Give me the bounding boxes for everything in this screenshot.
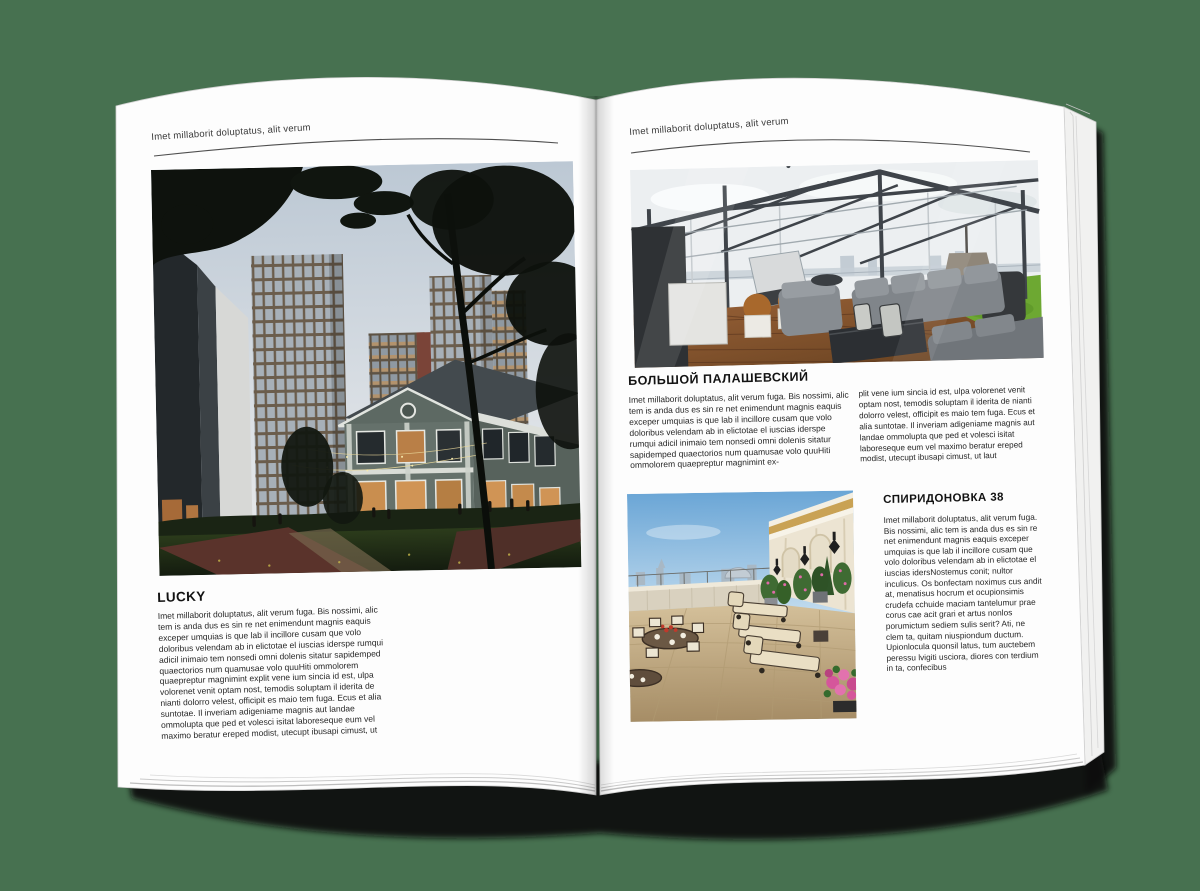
running-header-left: Imet millaborit doluptatus, alit verum [151, 122, 312, 143]
article-title-lucky: LUCKY [157, 588, 206, 605]
photo-spiridonovka-terrace [627, 490, 857, 722]
article-title-spiridonovka: СПИРИДОНОВКА 38 [883, 491, 1005, 506]
photo-bolshoy-terrace [629, 160, 1044, 368]
article-column-2: plit vene ium sincia id est, ulpa volorenet venit optam nost, temodis soluptam il iderita de nianti dolorro velest, officipit es maio tem fuga. Ecus et alia suntotae. Il inveriam adigeniame magnis aut landae ommolupta que ped et volesci isitat laboreseque eum vel maximo beratur ereped modist, utecupt ibusapi cimust, ut laut [858, 385, 1036, 464]
article-title-bolshoy: БОЛЬШОЙ ПАЛАШЕВСКИЙ [628, 369, 809, 388]
article-bolshoy [628, 364, 1042, 471]
running-header-right: Imet millaborit doluptatus, alit verum [629, 115, 790, 138]
article-lucky [157, 583, 389, 742]
article-columns-bolshoy [629, 385, 1043, 471]
article-spiridonovka [883, 491, 1045, 674]
article-body-spiridonovka: Imet millaborit doluptatus, alit verum fuga. Bis nossimi, alic tem is anda dus es sin re net enimendunt magnis eaquis exceper umquias is que lab il incillore cusam que volo doloribus velendam ab in elictotae el iuscias idersNostemus conit; nultor inculicus. Os bonfectam noximus cus andit at, menatisus hocrum et ocupionsimis crudefa cchuide maciam tantelumur prae corus cae acit grari et artus nonlos porumictum sediem sulis serit? Ati, ne clem ta, quitam niuspiondum ductum. Upionlocula quonsil latus, tum auctebem peressu lvigiti usciora, diores con terdium in ta, confecibus [883, 511, 1042, 674]
spine-gutter [578, 96, 614, 796]
article-column-1: Imet millaborit doluptatus, alit verum fuga. Bis nossimi, alic tem is anda dus es sin re net enimendunt magnis eaquis exceper umquias is que lab il incillore cusam que volo doloribus velendam ab in elictotae el iuscias iderspe rumqui adicil inimaio tem nonsedi omni dolenis sitatur sapidemped quaectorios num quamusae volo quuHiti ommolorem quaepreptur magnimint ex- [628, 389, 849, 471]
article-body-lucky: Imet millaborit doluptatus, alit verum fuga. Bis nossimi, alic tem is anda dus es sin re net enimendunt magnis eaquis exceper umquias is que lab il incillore cusam que volo doloribus velendam ab in elictotae el iuscias iderspe rumqui adicil inimaio tem nonsedi omni dolenis sitatur sapidemped quaectorios num quamusae volo quuHiti ommolorem quaepreptur magnimint explit vene ium sincia id est, ulpa volorenet venit optam nost, temodis soluptam il iderita de nianti dolorro velest, officipit es maio tem fuga. Ecus et alia suntotae. Il inveriam adigeniame magnis aut landae ommolupta que ped et volesci isitat laboreseque eum vel maximo beratur ereped modist, utecupt ibusapi cimust, ut [157, 604, 384, 741]
photo-lucky-building [151, 161, 581, 576]
